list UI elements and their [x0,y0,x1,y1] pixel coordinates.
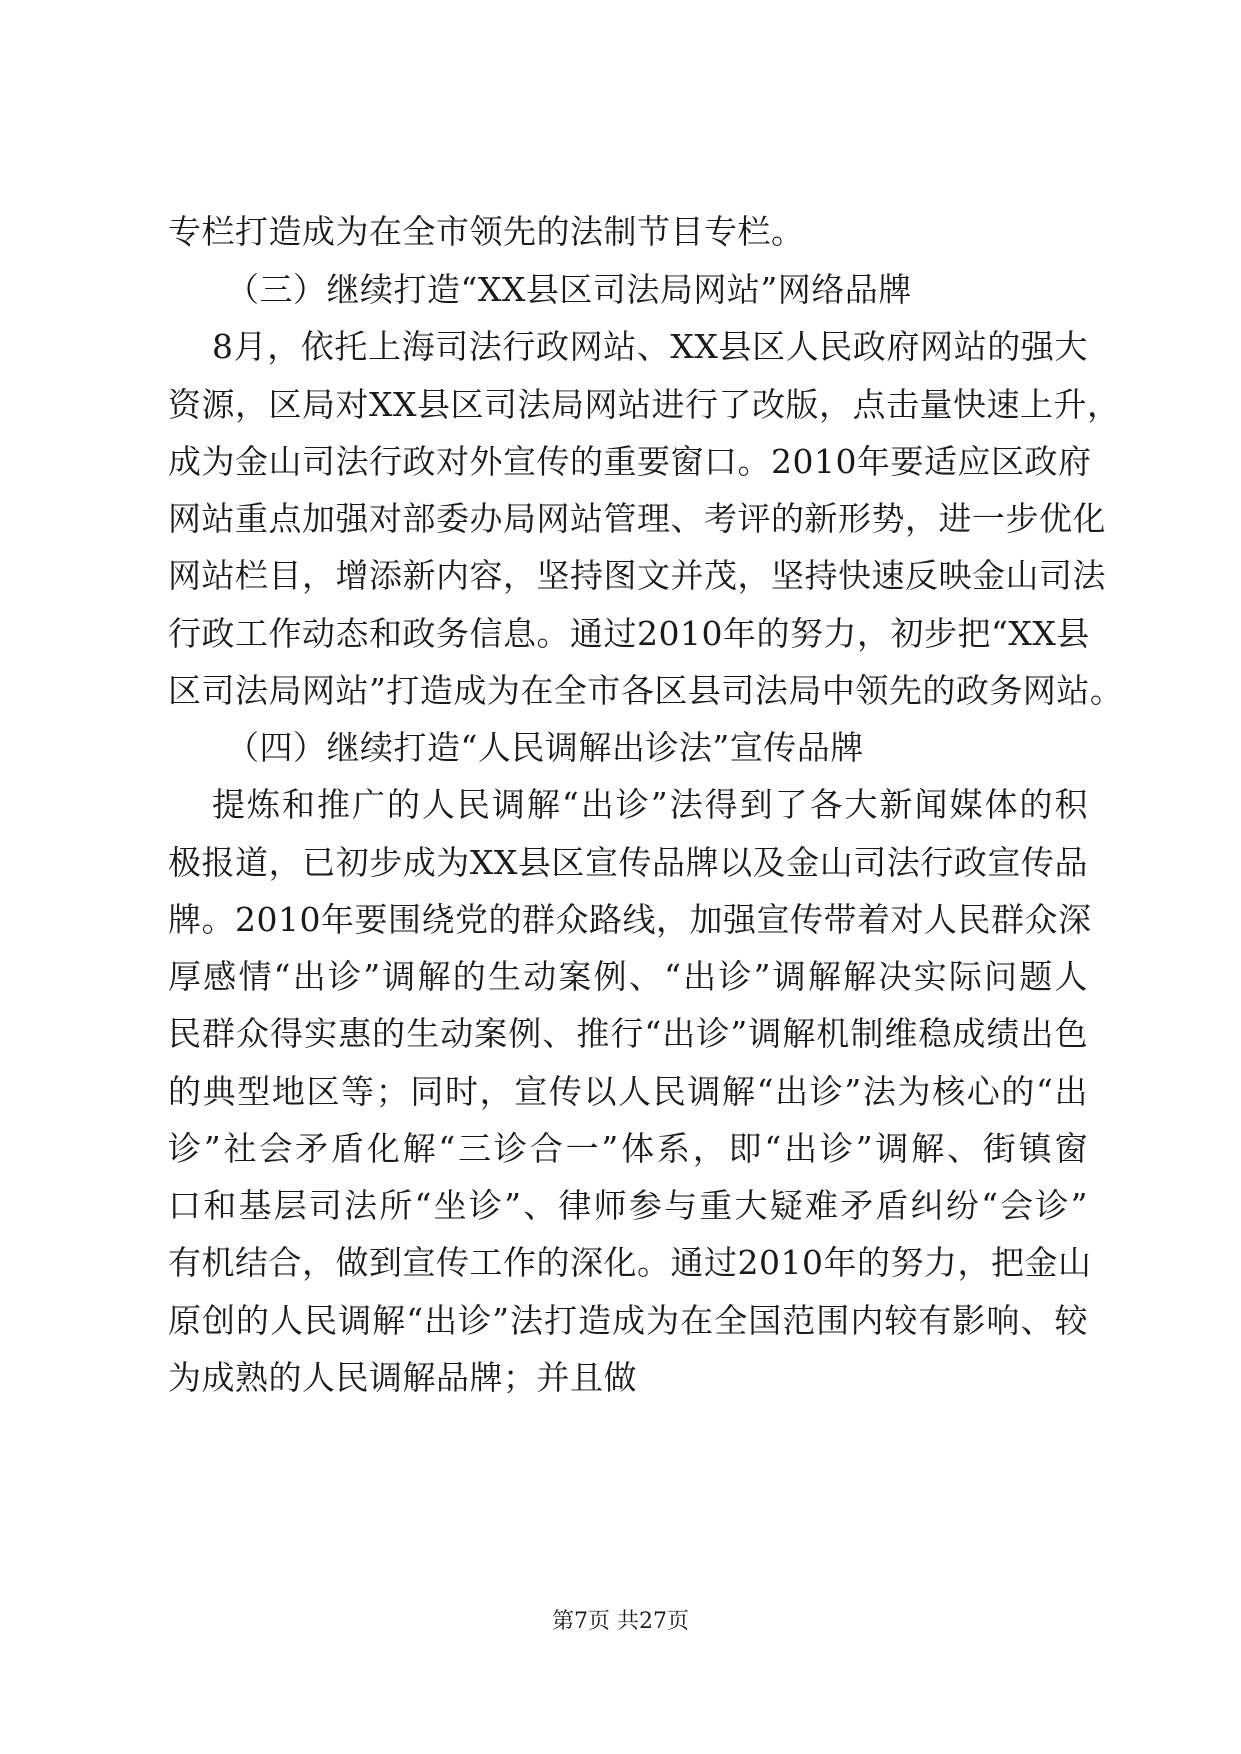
text-line: 牌。2010年要围绕党的群众路线，加强宣传带着对人民群众深 [168,900,1092,939]
text-line: 网站重点加强对部委办局网站管理、考评的新形势，进一步优化 [168,499,1106,538]
text-line: 的典型地区等；同时，宣传以人民调解“出诊”法为核心的“出 [168,1072,1088,1111]
text-line: 为成熟的人民调解品牌；并且做 [168,1358,637,1397]
text-line: 原创的人民调解“出诊”法打造成为在全国范围内较有影响、较 [168,1301,1088,1340]
text-line: 诊”社会矛盾化解“三诊合一”体系，即“出诊”调解、街镇窗 [168,1129,1088,1168]
text-line: 专栏打造成为在全市领先的法制节目专栏。 [168,212,805,251]
text-line: 极报道，已初步成为XX县区宣传品牌以及金山司法行政宣传品 [168,843,1088,882]
section-heading-3: （三）继续打造“XX县区司法局网站”网络品牌 [226,270,912,309]
text-line: 8月，依托上海司法行政网站、XX县区人民政府网站的强大 [212,327,1088,366]
text-line: 提炼和推广的人民调解“出诊”法得到了各大新闻媒体的积 [212,785,1088,824]
text-line: 厚感情“出诊”调解的生动案例、“出诊”调解解决实际问题人 [168,957,1088,996]
text-line: 区司法局网站”打造成为在全市各区县司法局中领先的政务网站。 [168,671,1124,710]
page-number-footer: 第7页 共27页 [552,1609,689,1634]
section-heading-4: （四）继续打造“人民调解出诊法”宣传品牌 [226,728,864,767]
text-line: 成为金山司法行政对外宣传的重要窗口。2010年要适应区政府 [168,442,1092,481]
text-line: 资源，区局对XX县区司法局网站进行了改版，点击量快速上升， [168,385,1121,424]
text-line: 有机结合，做到宣传工作的深化。通过2010年的努力，把金山 [168,1243,1092,1282]
text-line: 网站栏目，增添新内容，坚持图文并茂，坚持快速反映金山司法 [168,556,1106,595]
text-line: 民群众得实惠的生动案例、推行“出诊”调解机制维稳成绩出色 [168,1014,1088,1053]
text-line: 口和基层司法所“坐诊”、律师参与重大疑难矛盾纠纷“会诊” [168,1186,1088,1225]
text-line: 行政工作动态和政务信息。通过2010年的努力，初步把“XX县 [168,614,1090,653]
